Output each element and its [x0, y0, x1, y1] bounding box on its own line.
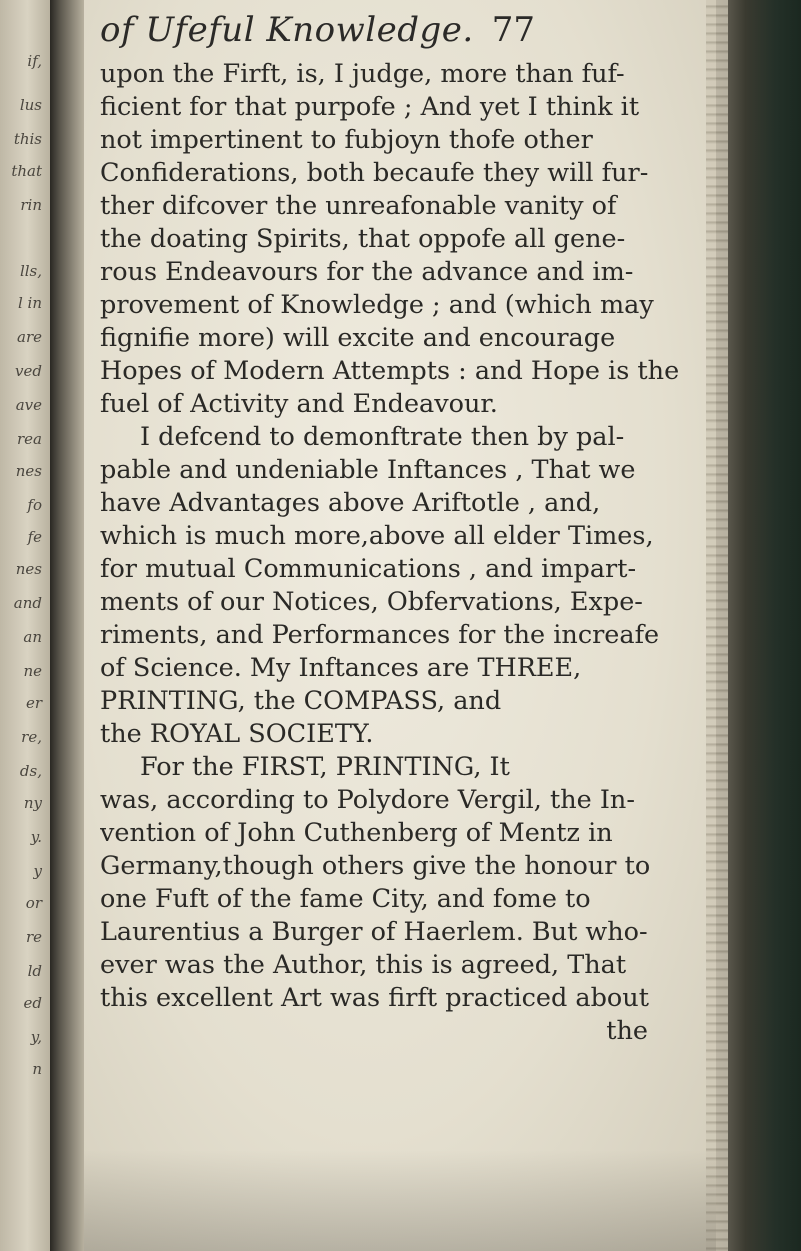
text-line: Laurentius a Burger of Haerlem. But who- — [100, 917, 648, 947]
book-gutter — [50, 0, 84, 1251]
text-line: this excellent Art was firft practiced about — [100, 983, 649, 1013]
facing-fragment: and — [13, 594, 42, 612]
facing-fragment: ne — [23, 662, 42, 680]
text-line: upon the Firft, is, I judge, more than fuf- — [100, 59, 625, 89]
running-head — [100, 10, 700, 50]
background-right — [716, 0, 801, 1251]
page-number: 77 — [491, 10, 535, 50]
facing-fragment: are — [17, 328, 42, 346]
text-line: ever was the Author, this is agreed, That — [100, 950, 627, 980]
text-line: ments of our Notices, Obfervations, Expe- — [100, 587, 643, 617]
facing-page-edge — [0, 0, 50, 1251]
facing-fragment: that — [11, 162, 42, 180]
facing-fragment: ds, — [19, 762, 42, 780]
text-line: was, according to Polydore Vergil, the In- — [100, 785, 635, 815]
page-stack-edge — [706, 0, 728, 1251]
text-line: rous Endeavours for the advance and im- — [100, 257, 634, 287]
facing-fragment: ved — [15, 362, 42, 380]
running-head-title: of Ufeful Knowledge. — [100, 10, 474, 50]
text-line: Confiderations, both becaufe they will fur- — [100, 158, 649, 188]
text-line: ther difcover the unreafonable vanity of — [100, 191, 617, 221]
text-line: provement of Knowledge ; and (which may — [100, 290, 654, 320]
text-line: the ROYAL SOCIETY. — [100, 719, 374, 749]
text-line: the doating Spirits, that oppofe all gene- — [100, 224, 626, 254]
facing-fragment: lus — [19, 96, 42, 114]
text-line: pable and undeniable Inftances , That we — [100, 455, 636, 485]
text-line: for mutual Communications , and impart- — [100, 554, 637, 584]
facing-fragment: re — [25, 928, 42, 946]
text-line: fuel of Activity and Endeavour. — [100, 389, 498, 419]
text-line: Germany,though others give the honour to — [100, 851, 651, 881]
facing-fragment: nes — [15, 462, 42, 480]
facing-fragment: fo — [27, 496, 42, 514]
facing-fragment: rea — [17, 430, 42, 448]
text-line: riments, and Performances for the increafe — [100, 620, 660, 650]
text-line: For the FIRST, PRINTING, It — [140, 752, 510, 782]
facing-fragment: ld — [27, 962, 42, 980]
text-line: not impertinent to fubjoyn thofe other — [100, 125, 593, 155]
text-line: which is much more,above all elder Times, — [100, 521, 654, 551]
facing-fragment: lls, — [19, 262, 42, 280]
facing-fragment: y. — [30, 828, 42, 846]
facing-fragment: y, — [30, 1028, 42, 1046]
text-line: ficient for that purpofe ; And yet I think it — [100, 92, 640, 122]
body-text — [100, 58, 700, 1048]
text-line: of Science. My Inftances are THREE, — [100, 653, 582, 683]
facing-fragment: re, — [21, 728, 42, 746]
text-line: fignifie more) will excite and encourage — [100, 323, 616, 353]
facing-fragment: er — [25, 694, 42, 712]
text-line: have Advantages above Ariftotle , and, — [100, 488, 601, 518]
text-line: I defcend to demonftrate then by pal- — [140, 422, 625, 452]
facing-fragment: this — [13, 130, 42, 148]
facing-fragment: nes — [15, 560, 42, 578]
facing-fragment: ave — [15, 396, 42, 414]
facing-fragment: if, — [27, 52, 42, 70]
page-bottom-shadow — [84, 1150, 716, 1251]
facing-fragment: an — [23, 628, 42, 646]
facing-fragment: ny — [23, 794, 42, 812]
facing-fragment: fe — [27, 528, 42, 546]
facing-fragment: ed — [23, 994, 42, 1012]
text-line: PRINTING, the COMPASS, and — [100, 686, 502, 716]
facing-fragment: n — [32, 1060, 42, 1078]
catchword: the — [606, 1016, 648, 1046]
facing-fragment: y — [33, 862, 42, 880]
text-line: one Fuft of the fame City, and fome to — [100, 884, 591, 914]
text-line: Hopes of Modern Attempts : and Hope is the — [100, 356, 680, 386]
facing-fragment: or — [25, 894, 42, 912]
text-line: vention of John Cuthenberg of Mentz in — [100, 818, 613, 848]
facing-fragment: rin — [20, 196, 42, 214]
facing-fragment: l in — [17, 294, 42, 312]
